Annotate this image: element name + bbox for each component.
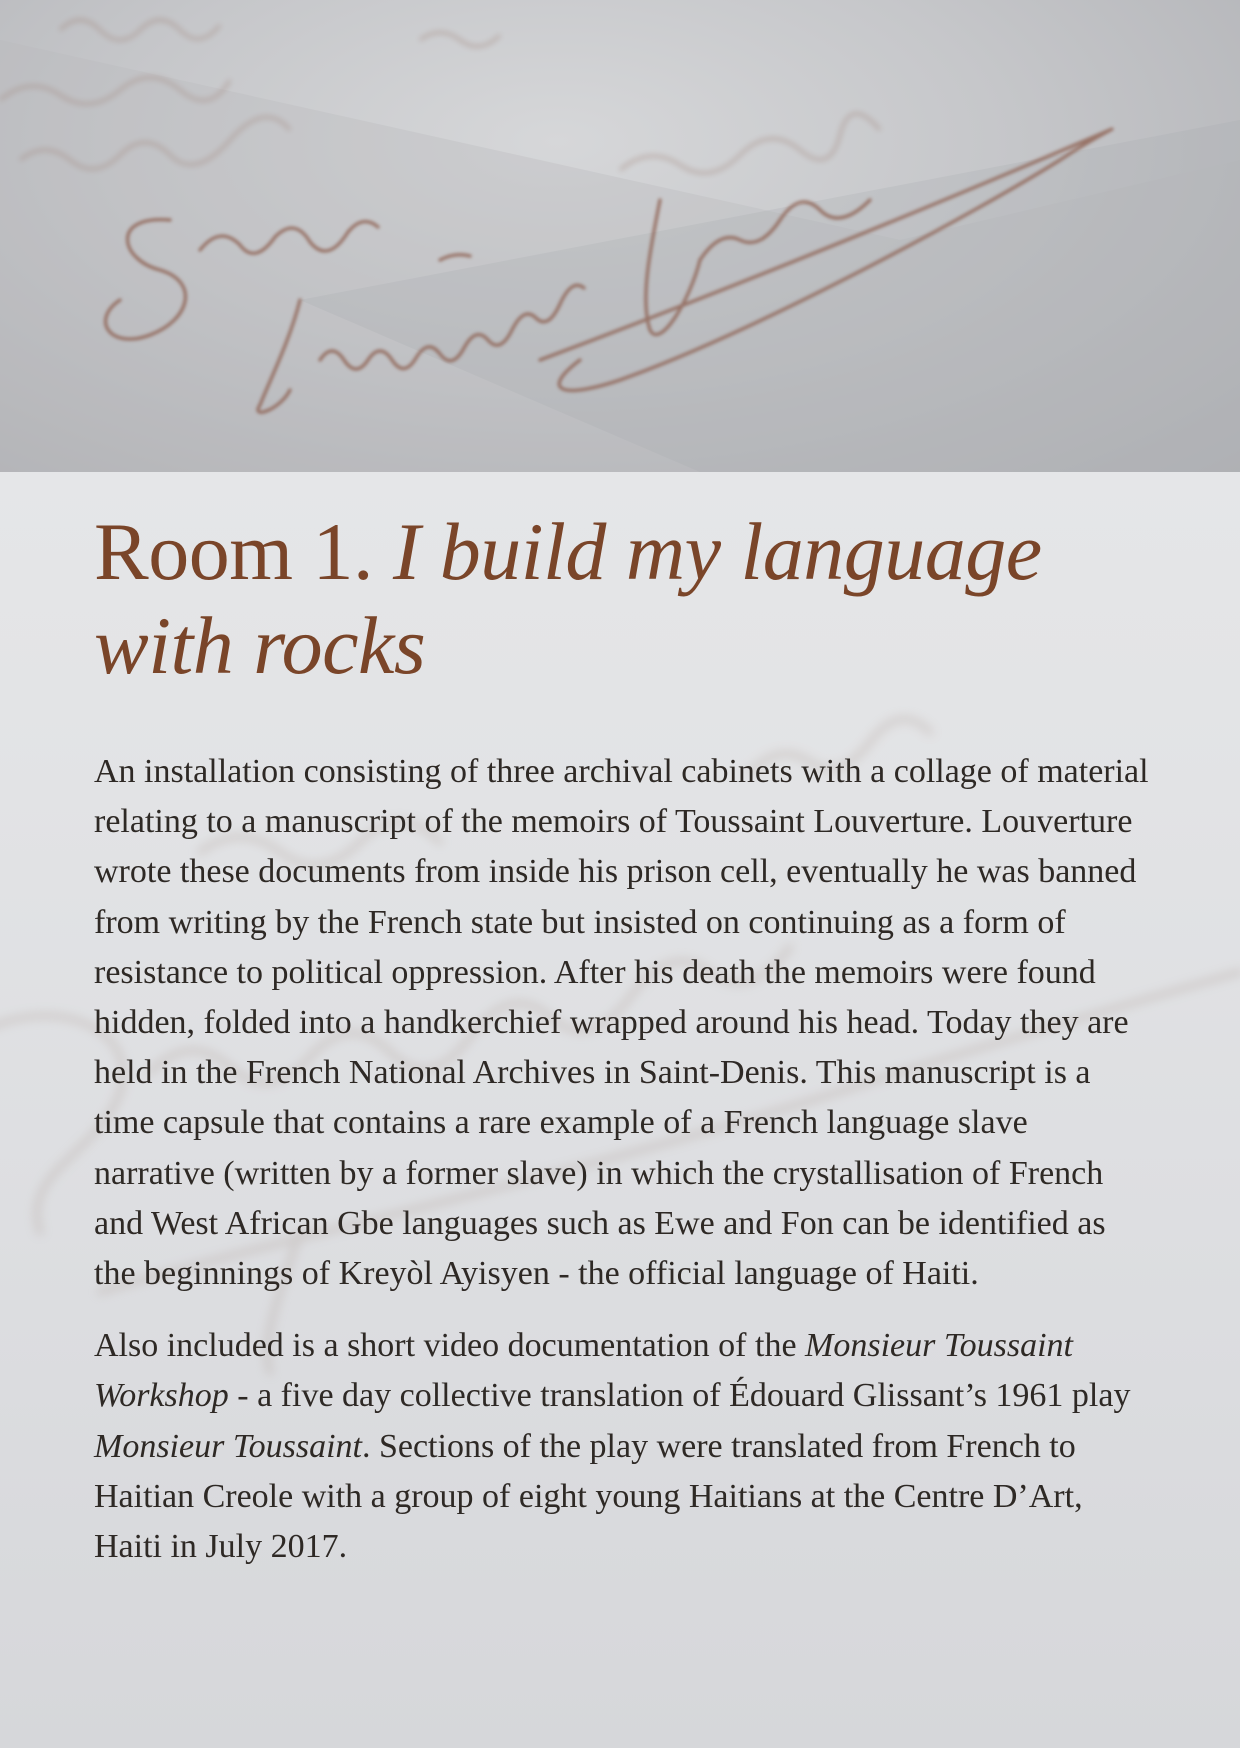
manuscript-signature-photo (0, 0, 1240, 472)
heading-title: I build my language with rocks (94, 506, 1042, 691)
workshop-title: Monsieur Toussaint Workshop (94, 1327, 1073, 1415)
heading-prefix: Room 1. (94, 506, 373, 597)
handwriting-signature-image (0, 0, 1240, 472)
paragraph-2-text-2: - a five day collective translation of Édouard Glissant’s 1961 play (228, 1377, 1131, 1415)
text-content (94, 505, 1154, 1572)
paragraph-2-text-3: . Sections of the play were translated from French to Haitian Creole with a group of eight young Haitians at the Centre D’Art, Haiti in July 2017. (94, 1427, 1083, 1566)
description-paragraph-2 (94, 1321, 1154, 1572)
paragraph-2-text-1: Also included is a short video documentation of the (94, 1327, 806, 1365)
description-paragraph-1: An installation consisting of three archival cabinets with a collage of material relating to a manuscript of the memoirs of Toussaint Louverture. Louverture wrote these documents from inside his prison cell, eventually he was banned from writing by the French state but insisted on continuing as a form of resistance to political oppression. After his death the memoirs were found hidden, folded into a handkerchief wrapped around his head. Today they are held in the French National Archives in Saint-Denis. This manuscript is a time capsule that contains a rare example of a French language slave narrative (written by a former slave) in which the crystallisation of French and West African Gbe languages such as Ewe and Fon can be identified as the beginnings of Kreyòl Ayisyen - the official language of Haiti. (94, 753, 1149, 1293)
room-heading (94, 505, 1154, 693)
play-title: Monsieur Toussaint (94, 1427, 362, 1465)
